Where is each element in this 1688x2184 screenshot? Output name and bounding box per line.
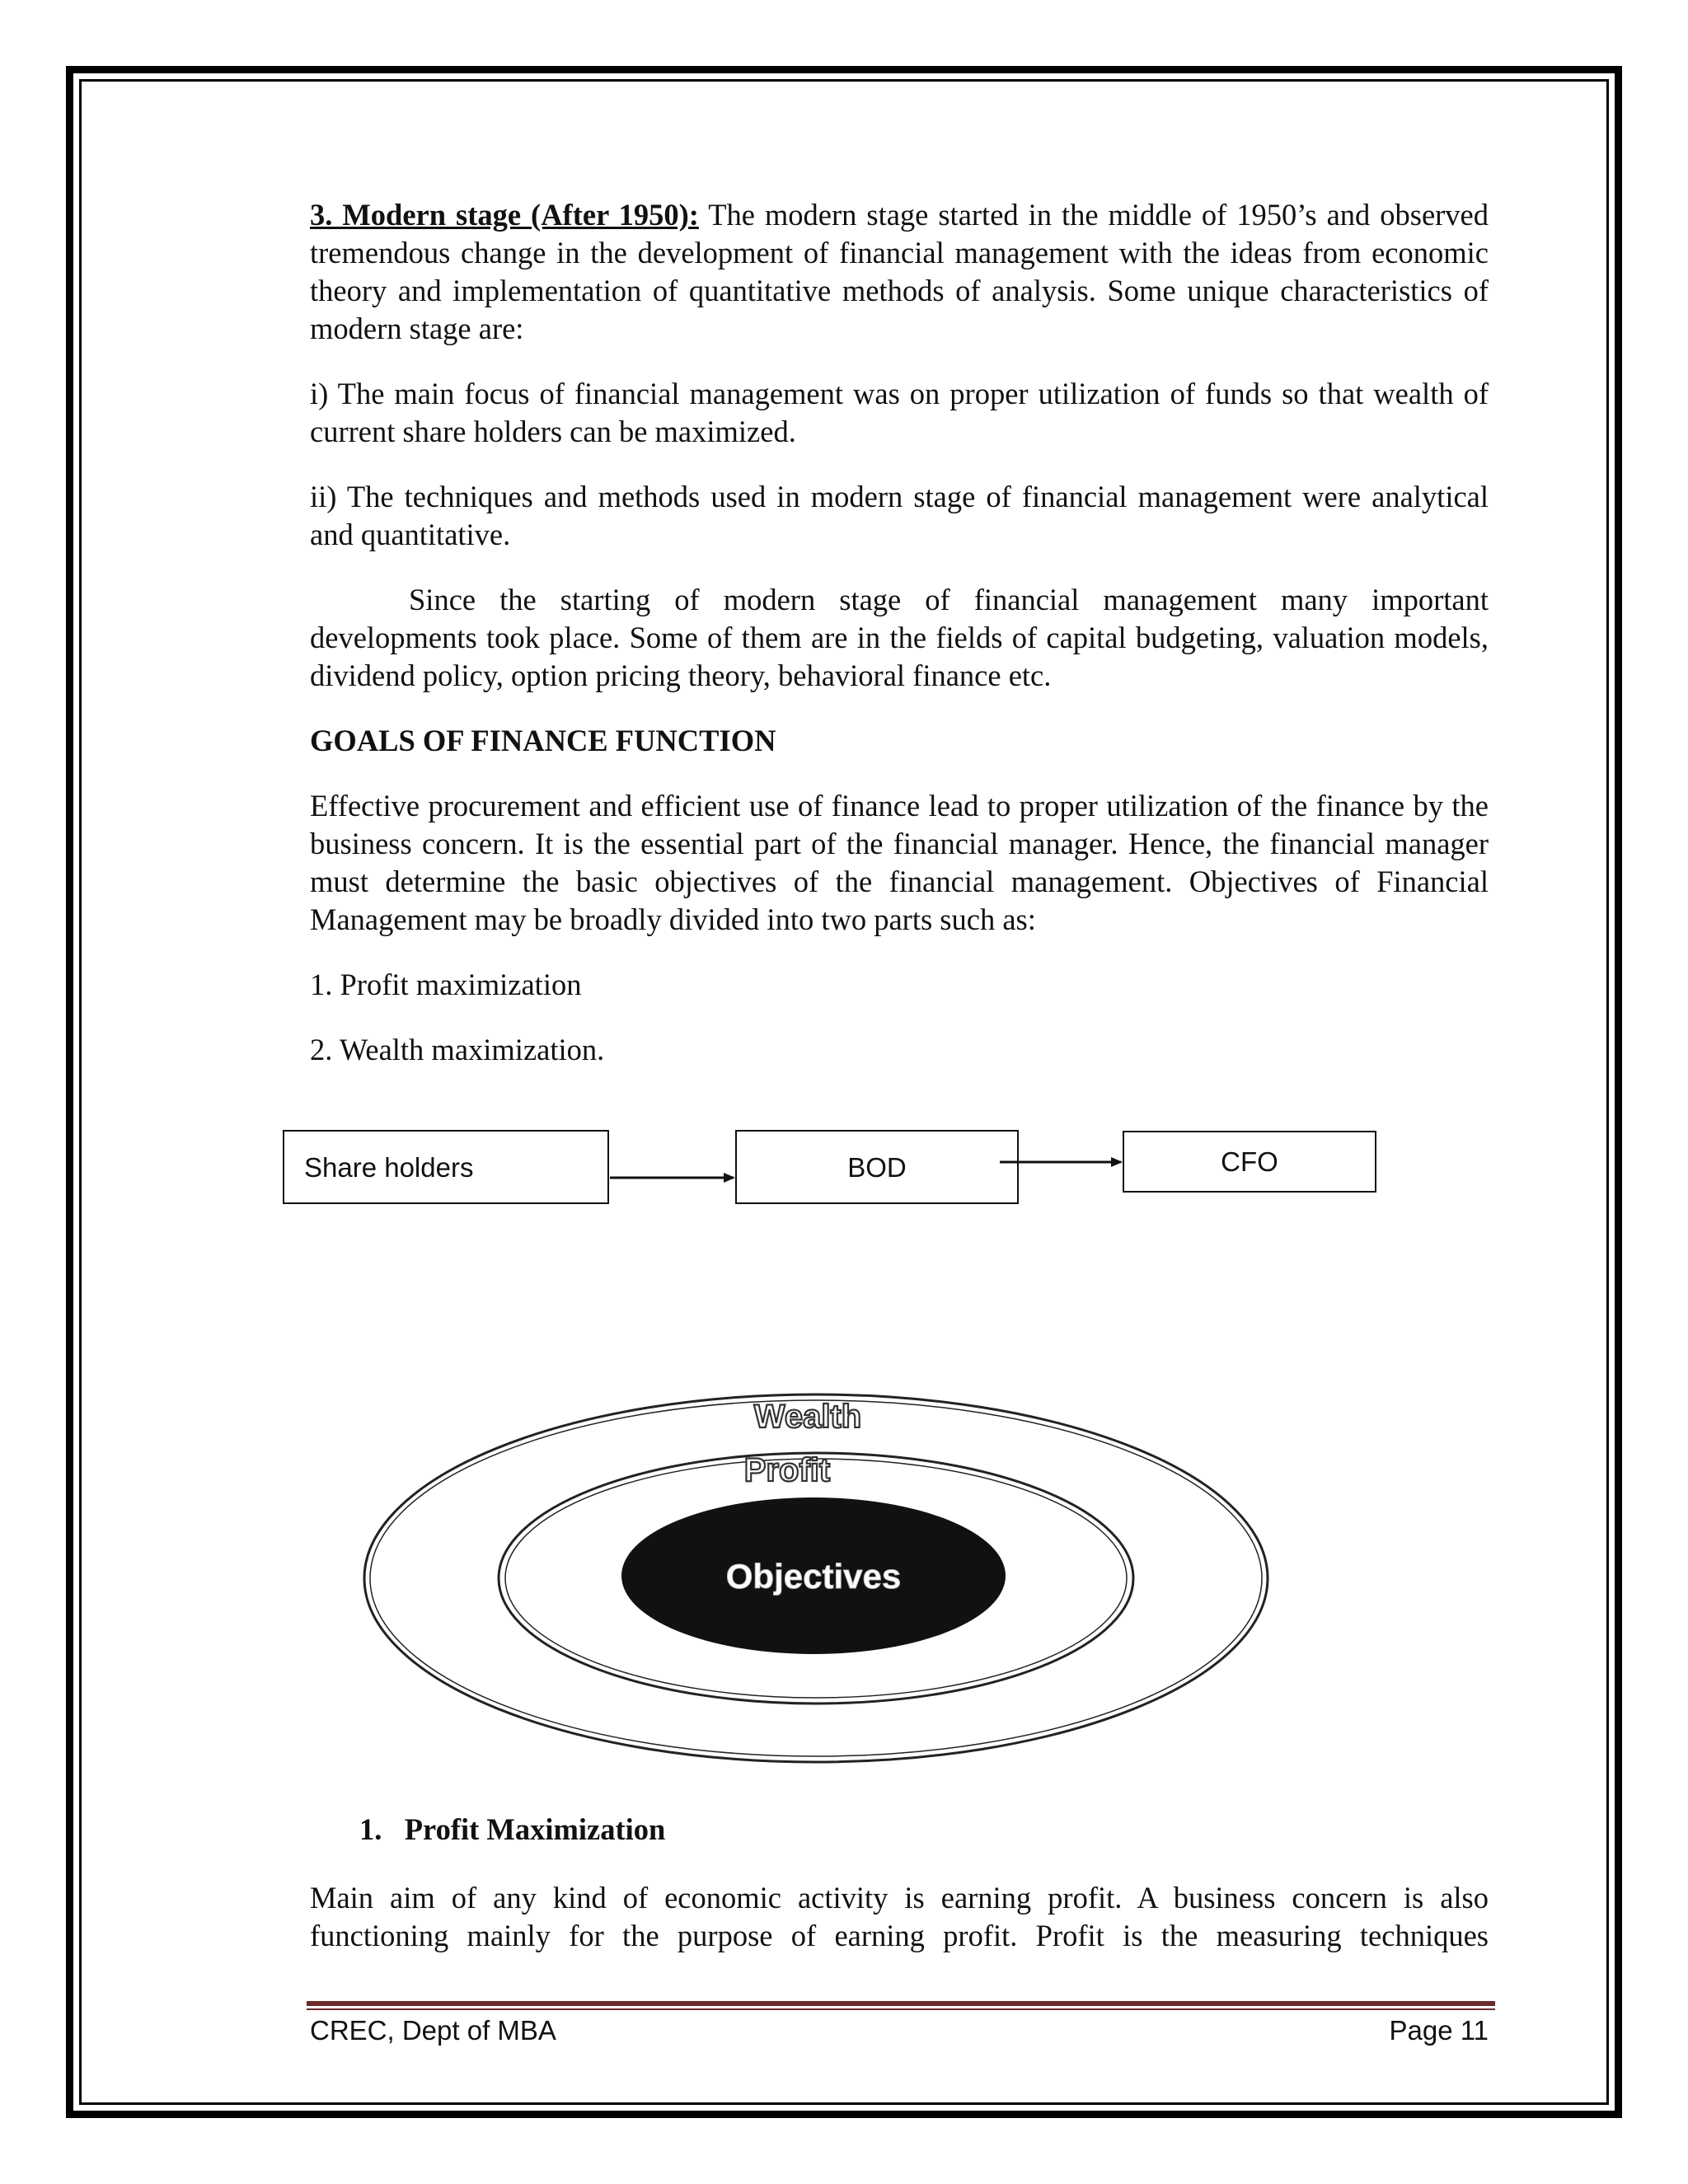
flow-box-cfo [1123, 1131, 1376, 1193]
point-2: ii) The techniques and methods used in modern stage of financial management were analytical and quantitative. [310, 480, 1489, 551]
footer-rule-thin [307, 2008, 1495, 2010]
section3-heading: 3. Modern stage (After 1950): [310, 198, 699, 232]
goals-item-2: 2. Wealth maximization. [310, 1033, 605, 1066]
goals-intro: Effective procurement and efficient use of finance lead to proper utilization of the finance by the business concern. It is the essential part of the financial manager. Hence, the financial manager must determine the basic objectives of the financial management. Objectives of Financial Management may be broadly divided into two parts such as: [310, 789, 1489, 936]
footer-page-number: Page 11 [1389, 2015, 1489, 2046]
developments-paragraph: Since the starting of modern stage of financial management many important developments took place. Some of them are in the fields of capital budgeting, valuation models, dividend policy, option pricing theory, behavioral finance etc. [310, 583, 1489, 692]
flow-box-shareholders-label: Share holders [304, 1151, 474, 1183]
profit-maximization-text: Main aim of any kind of economic activity is earning profit. A business concern is also functioning mainly for the purpose of earning profit. Profit is the measuring techniques [310, 1881, 1489, 1952]
footer-left: CREC, Dept of MBA [310, 2015, 556, 2046]
flow-box-shareholders [283, 1130, 609, 1204]
flow-box-bod [735, 1130, 1019, 1204]
label-profit: Profit [743, 1452, 831, 1488]
objectives-diagram [354, 1385, 1278, 1780]
flow-box-cfo-label: CFO [1221, 1146, 1278, 1177]
point-1: i) The main focus of financial management was on proper utilization of funds so that wealth of current share holders can be maximized. [310, 377, 1489, 448]
goals-item-1: 1. Profit maximization [310, 968, 582, 1001]
main-content [310, 196, 1489, 1096]
goals-title: GOALS OF FINANCE FUNCTION [310, 724, 776, 757]
section3-paragraph [310, 196, 1489, 348]
flow-box-bod-label: BOD [847, 1151, 907, 1183]
section3-text: The modern stage started in the middle of 1950’s and observed tremendous change in the development of financial management with the ideas from economic theory and implementation of quantitative methods of analysis. Some unique characteristics of modern stage are: [310, 198, 1489, 345]
label-objectives: Objectives [725, 1557, 902, 1596]
profit-maximization-heading: 1. Profit Maximization [359, 1812, 666, 1846]
footer-rule [307, 2001, 1495, 2006]
label-wealth: Wealth [753, 1399, 862, 1435]
